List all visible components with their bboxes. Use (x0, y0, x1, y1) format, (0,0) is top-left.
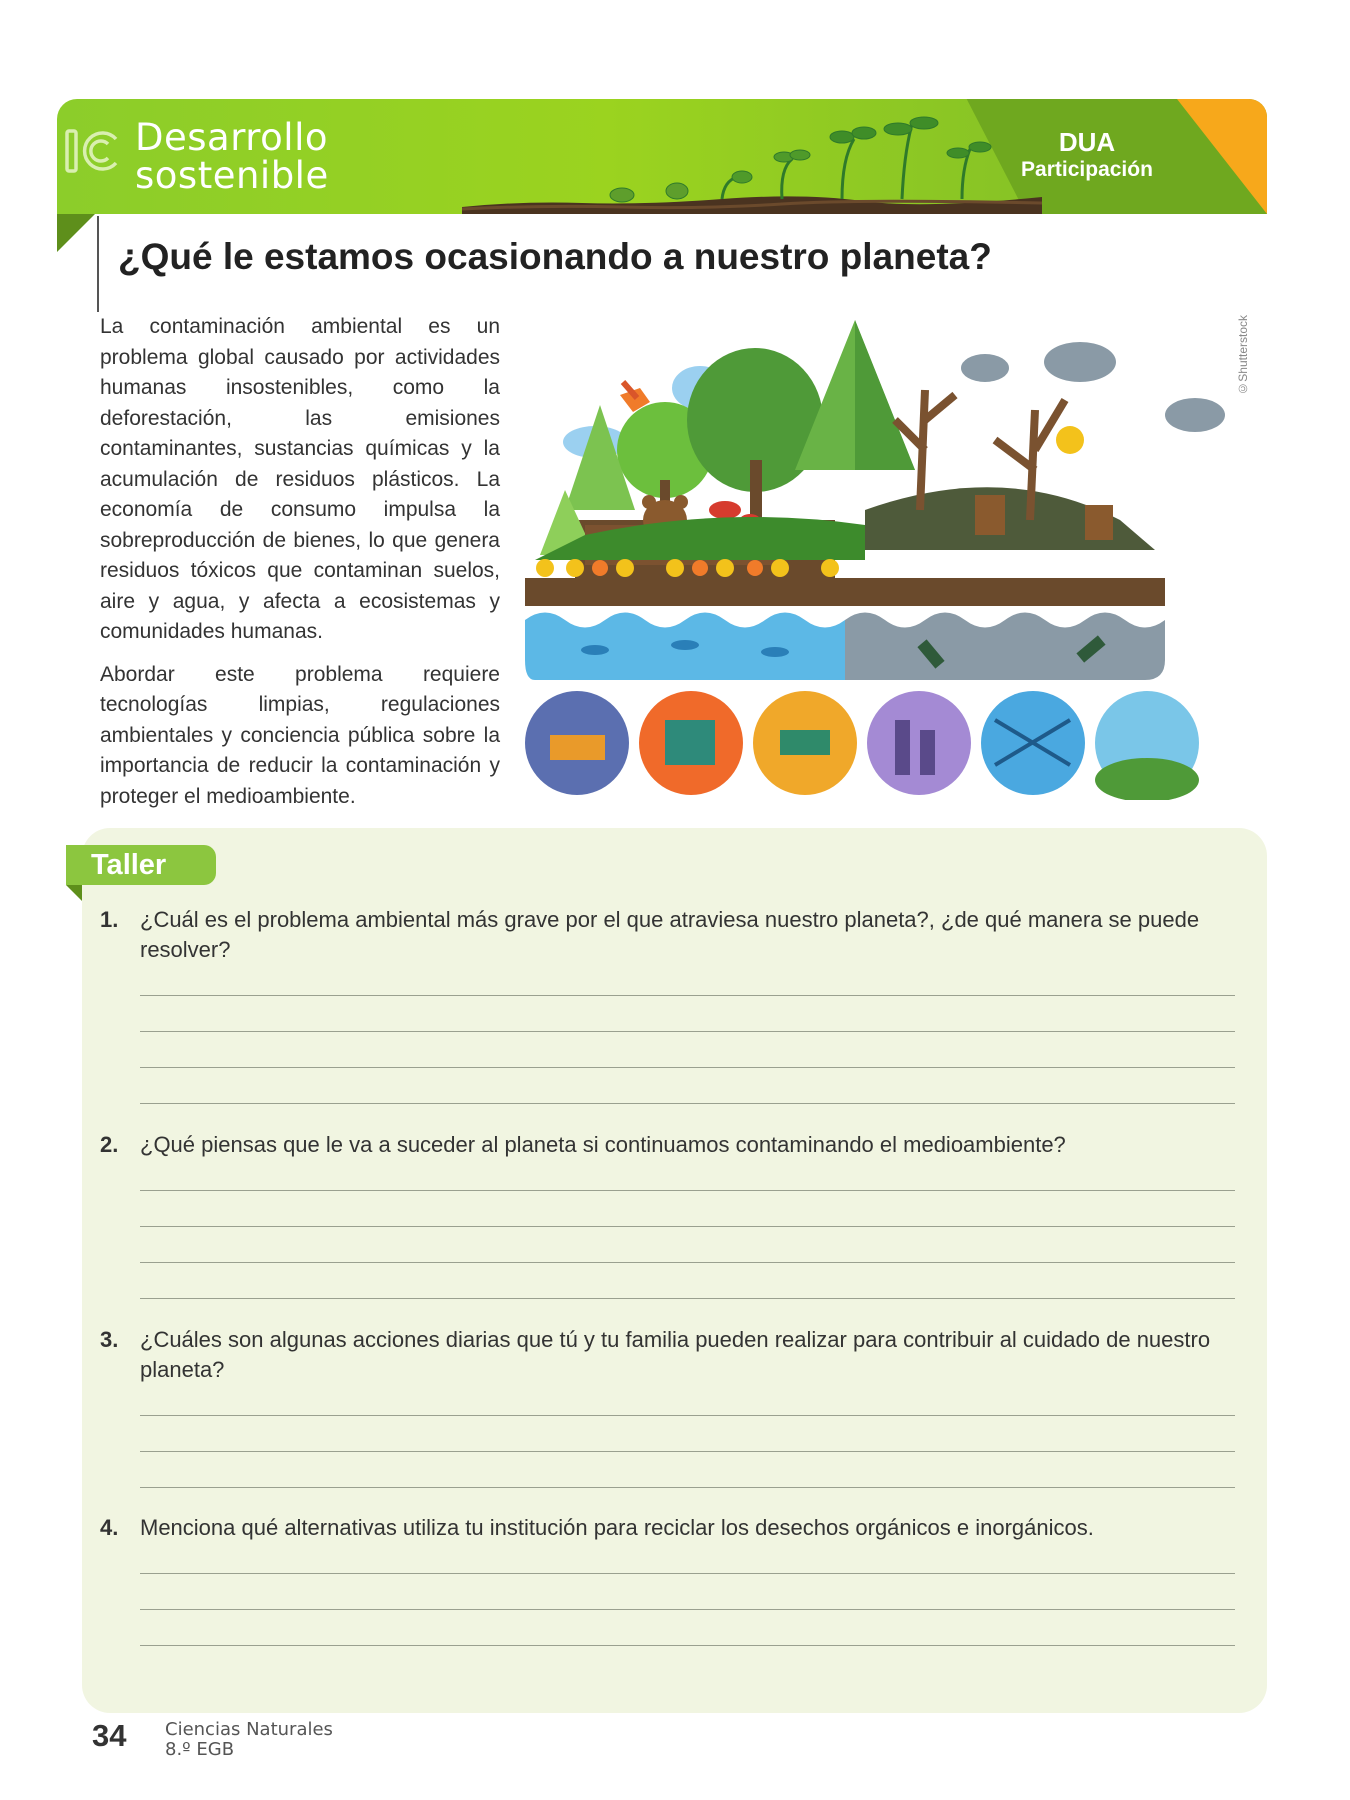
question-2 (100, 1130, 1240, 1160)
answer-line[interactable] (140, 1645, 1235, 1646)
intro-paragraph-1: La contaminación ambiental es un problema global causado por actividades humanas insostenibles, como la deforestación, las emisiones contaminantes, sustancias químicas y la acumulación de residuos plásticos. La economía de consumo impulsa la sobreproducción de bienes, lo que genera residuos tóxicos que contaminan suelos, aire y agua, y afecta a ecosistemas y comunidades humanas. (100, 315, 500, 643)
workshop-label: Taller (66, 845, 216, 885)
answer-line[interactable] (140, 1190, 1235, 1191)
pollution-icons-row (525, 691, 1199, 800)
subject-name: Ciencias Naturales (165, 1719, 333, 1740)
page-number: 34 (92, 1718, 127, 1753)
answer-line[interactable] (140, 1067, 1235, 1068)
section-title-line1: Desarrollo (135, 116, 328, 159)
ic-logo-icon (64, 127, 122, 175)
question-1 (100, 905, 1240, 965)
dua-subtitle: Participación (1021, 158, 1153, 181)
intro-paragraph-2: Abordar este problema requiere tecnologías limpias, regulaciones ambientales y conciencia pública sobre la importancia de reducir la contaminación y proteger el medioambiente. (100, 662, 500, 808)
environment-illustration (525, 310, 1250, 800)
question-text: ¿Cuál es el problema ambiental más grave por el que atraviesa nuestro planeta?, ¿de qué manera se puede resolver? (140, 907, 1200, 962)
answer-line[interactable] (140, 1487, 1235, 1488)
section-banner (57, 99, 1267, 214)
workshop-label-fold (66, 885, 82, 901)
sprouts-illustration (462, 109, 1042, 214)
answer-line[interactable] (140, 1573, 1235, 1574)
answer-line[interactable] (140, 995, 1235, 996)
answer-line[interactable] (140, 1031, 1235, 1032)
dua-badge (987, 127, 1187, 183)
page-title: ¿Qué le estamos ocasionando a nuestro planeta? (118, 236, 992, 277)
question-text: ¿Cuáles son algunas acciones diarias que tú y tu familia pueden realizar para contribuir al cuidado de nuestro planeta? (140, 1327, 1211, 1382)
answer-line[interactable] (140, 1226, 1235, 1227)
question-text: ¿Qué piensas que le va a suceder al planeta si continuamos contaminando el medioambiente? (140, 1132, 1066, 1157)
title-accent-bar (97, 216, 99, 312)
answer-line[interactable] (140, 1609, 1235, 1610)
section-title-line2: sostenible (135, 154, 329, 197)
question-number: 3. (100, 1327, 119, 1352)
dua-title: DUA (1058, 127, 1116, 157)
answer-line[interactable] (140, 1262, 1235, 1263)
banner-fold (57, 214, 95, 252)
question-number: 4. (100, 1515, 119, 1540)
question-number: 2. (100, 1132, 119, 1157)
intro-text (100, 312, 500, 824)
image-credit: ©Shutterstock (1236, 315, 1250, 396)
question-text: Menciona qué alternativas utiliza tu institución para reciclar los desechos orgánicos e inorgánicos. (140, 1515, 1094, 1540)
question-number: 1. (100, 907, 119, 932)
answer-line[interactable] (140, 1451, 1235, 1452)
answer-line[interactable] (140, 1298, 1235, 1299)
grade-level: 8.º EGB (165, 1739, 235, 1760)
answer-line[interactable] (140, 1103, 1235, 1104)
section-title (135, 116, 329, 197)
footer-subject (165, 1720, 333, 1760)
question-3 (100, 1325, 1240, 1385)
answer-line[interactable] (140, 1415, 1235, 1416)
question-4 (100, 1513, 1240, 1543)
